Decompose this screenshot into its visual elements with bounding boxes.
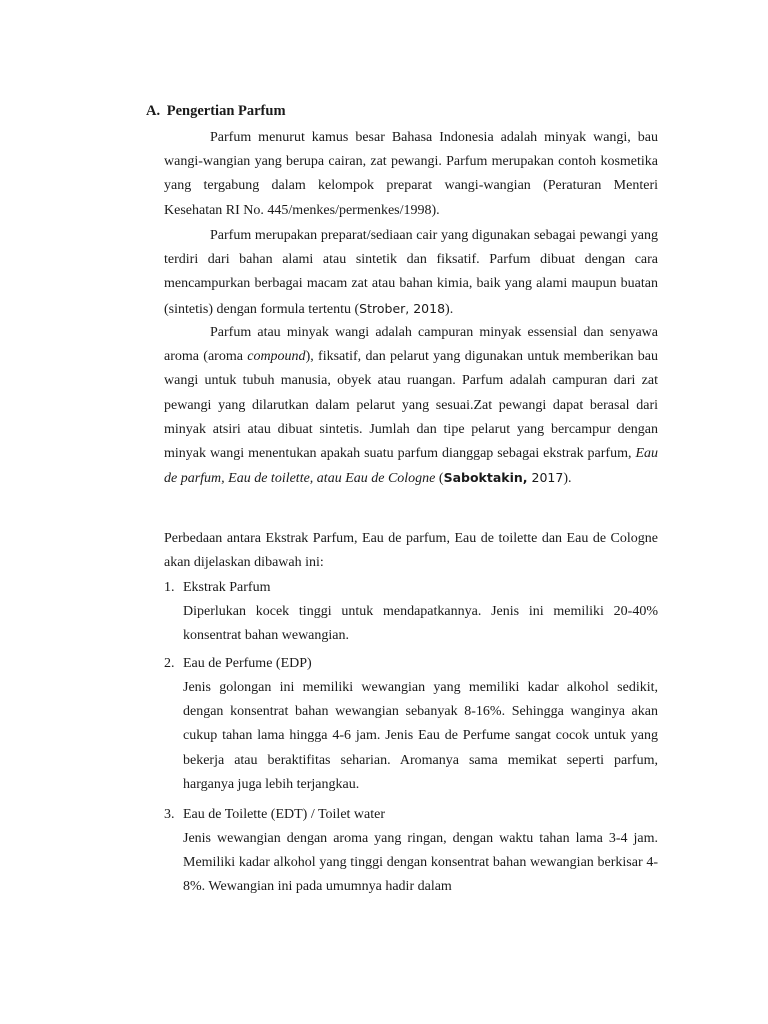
section-number: A. — [146, 103, 161, 119]
citation-year: 2017 — [527, 470, 564, 486]
list-description: Jenis golongan ini memiliki wewangian yang memiliki kadar alkohol sedikit, dengan konsentrat bahan wewangian sebanyak 8-16%. Sehingga wanginya akan cukup tahan lama hingga 4-6 jam. Jenis Eau de Perfume sangat cocok untuk yang bekerja atau beraktifitas seharian. Aromanya sama memikat seperti parfum, harganya juga lebih terjangkau. — [183, 680, 658, 792]
citation-strober: Strober, 2018 — [359, 300, 446, 316]
citation-saboktakin — [444, 470, 564, 485]
italic-term: compound — [247, 349, 306, 365]
list-title: Eau de Perfume (EDP) — [183, 656, 312, 671]
paragraph-text: Parfum menurut kamus besar Bahasa Indonesia adalah minyak wangi, bau wangi-wangian yang berupa cairan, zat pewangi. Parfum merupakan contoh kosmetika yang tergabung dalam kelompok preparat wangi-wangian (Peraturan Menteri Kesehatan RI No. 445/menkes/permenkes/1998). — [164, 130, 658, 218]
paragraph-text: ). — [563, 471, 572, 487]
section-heading — [146, 103, 286, 120]
paragraph-text: Parfum atau minyak wangi adalah campuran minyak essensial dan senyawa aroma (aroma — [164, 325, 658, 365]
list-description: Jenis wewangian dengan aroma yang ringan, dengan waktu tahan lama 3-4 jam. Memiliki kadar alkohol yang tinggi dengan konsentrat bahan wewangian berkisar 4-8%. Wewangian ini pada umumnya hadir dalam — [183, 831, 658, 895]
paragraph-text: ( — [435, 471, 444, 487]
paragraph-composition — [164, 321, 658, 491]
section-title: Pengertian Parfum — [166, 103, 286, 119]
list-number: 1. — [164, 580, 175, 595]
italic-term: Eau de parfum, Eau de toilette, atau Eau de Cologne — [164, 446, 658, 487]
list-number: 2. — [164, 656, 175, 671]
list-title: Eau de Toilette (EDT) / Toilet water — [183, 807, 386, 822]
paragraph-text: Parfum merupakan preparat/sediaan cair yang digunakan sebagai pewangi yang terdiri dari bahan alami atau sintetik dan fiksatif. Parfum dibuat dengan cara mencampurkan berbagai macam zat atau bahan kimia, baik yang alami maupun buatan (sintetis) dengan formula tertentu ( — [164, 228, 658, 317]
paragraph-text: ), fiksatif, dan pelarut yang digunakan untuk memberikan bau wangi untuk tubuh manusia, obyek atau ruangan. Parfum adalah campuran dari zat pewangi yang dilarutkan dalam pelarut yang sesuai.Zat pewangi dapat berasal dari minyak atsiri atau dibuat sintetis. Jumlah dan tipe pelarut yang bercampur dengan minyak wangi menentukan apakah suatu parfum dianggap sebagai ekstrak parfum, — [164, 349, 658, 462]
paragraph-intro-list — [164, 527, 658, 575]
paragraph-text: ). — [445, 301, 454, 317]
paragraph-definition — [164, 126, 658, 223]
paragraph-preparation — [164, 224, 658, 322]
list-description: Diperlukan kocek tinggi untuk mendapatkannya. Jenis ini memiliki 20-40% konsentrat bahan wewangian. — [183, 604, 658, 644]
paragraph-text: Perbedaan antara Ekstrak Parfum, Eau de parfum, Eau de toilette dan Eau de Cologne akan dijelaskan dibawah ini: — [164, 531, 658, 571]
citation-author: Saboktakin, — [443, 470, 528, 486]
list-title: Ekstrak Parfum — [183, 580, 271, 595]
list-number: 3. — [164, 807, 175, 822]
